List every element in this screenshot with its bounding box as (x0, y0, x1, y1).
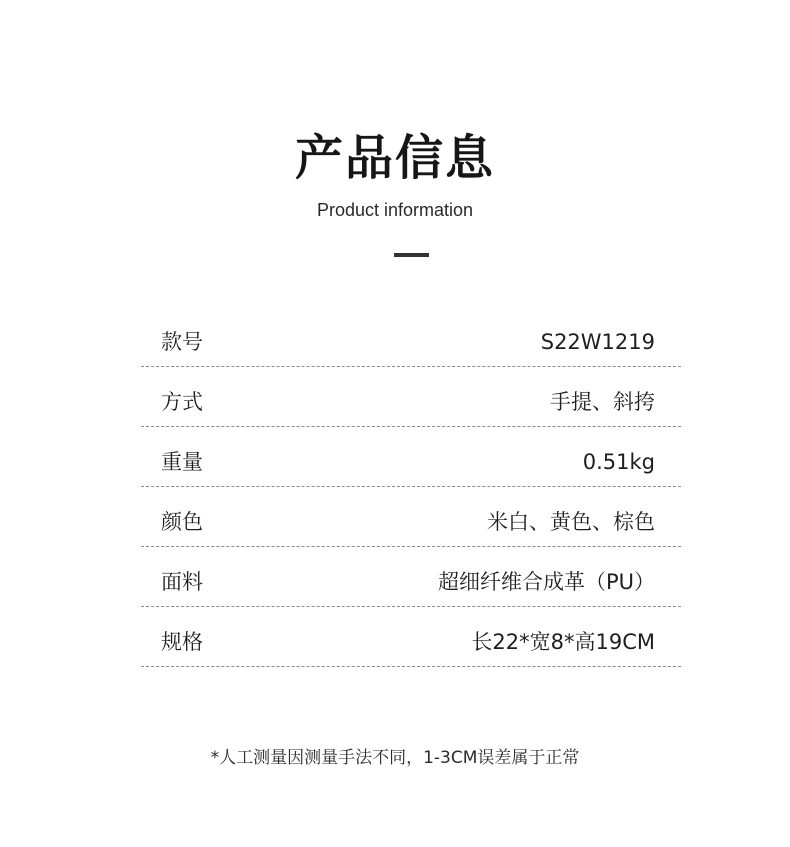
spec-label: 颜色 (161, 510, 203, 534)
spec-value: 手提、斜挎 (550, 390, 655, 414)
spec-row-material (141, 547, 681, 607)
measurement-footnote: *人工测量因测量手法不同，1-3CM误差属于正常 (210, 748, 580, 768)
spec-row-color (141, 487, 681, 547)
spec-label: 方式 (161, 390, 203, 414)
page-title: 产品信息 (294, 130, 495, 186)
spec-row-style-number (141, 307, 681, 367)
spec-value: 米白、黄色、棕色 (487, 510, 655, 534)
spec-label: 重量 (161, 450, 203, 474)
title-divider-bar (394, 253, 429, 257)
spec-value: 0.51kg (582, 450, 655, 474)
spec-label: 款号 (161, 330, 203, 354)
spec-value: S22W1219 (540, 330, 655, 354)
spec-table (141, 307, 681, 667)
spec-value: 长22*宽8*高19CM (471, 630, 655, 654)
page-subtitle: Product information (316, 200, 474, 220)
spec-label: 面料 (161, 570, 203, 594)
spec-row-weight (141, 427, 681, 487)
spec-value: 超细纤维合成革（PU） (437, 570, 655, 594)
spec-row-dimensions (141, 607, 681, 667)
spec-label: 规格 (161, 630, 203, 654)
spec-row-carry-method (141, 367, 681, 427)
